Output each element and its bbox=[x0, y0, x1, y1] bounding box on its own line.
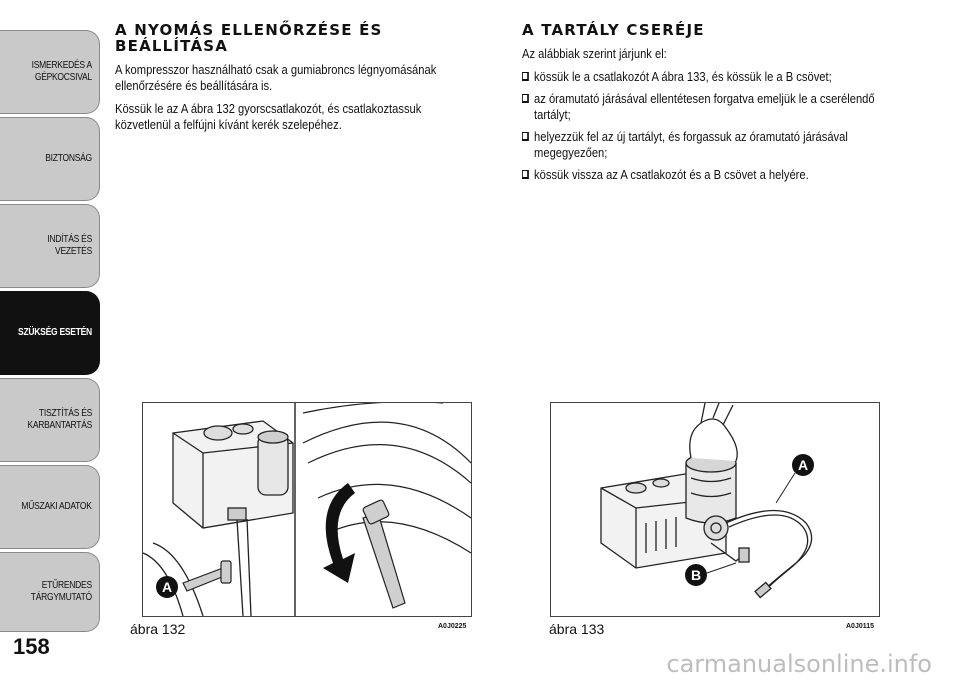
tab-label: MŰSZAKI ADATOK bbox=[21, 501, 92, 512]
callout-a-label: A bbox=[797, 457, 809, 473]
list-item bbox=[522, 167, 894, 183]
figure-code: A0J0225 bbox=[438, 623, 467, 630]
tab-szukseg-eseten[interactable] bbox=[0, 291, 100, 375]
tab-label: INDÍTÁS ÉS VEZETÉS bbox=[47, 234, 92, 257]
tab-label: ISMERKEDÉS A GÉPKOCSIVAL bbox=[31, 60, 92, 83]
tab-inditas[interactable] bbox=[0, 204, 100, 288]
checkbox-bullet-icon bbox=[522, 132, 529, 141]
paragraph: A kompresszor használható csak a gumiabroncs légnyomásának ellenőrzésére és beállítására is. bbox=[115, 62, 437, 93]
figure-caption: ábra 132 bbox=[130, 621, 186, 637]
list-item bbox=[522, 91, 894, 123]
intro-text: Az alábbiak szerint járjunk el: bbox=[522, 46, 667, 61]
step-text: kössük vissza az A csatlakozót és a B csövet a helyére. bbox=[534, 167, 809, 182]
section-pressure-check bbox=[115, 22, 475, 140]
paragraph: Kössük le az A ábra 132 gyorscsatlakozót, és csatlakoztassuk közvetlenül a felfújni kívánt kerék szelepéhez. bbox=[115, 101, 422, 132]
tab-muszaki-adatok[interactable] bbox=[0, 465, 100, 549]
tab-tisztitas[interactable] bbox=[0, 378, 100, 462]
watermark: carmanualsonline.info bbox=[666, 650, 932, 678]
checkbox-bullet-icon bbox=[522, 94, 529, 103]
tab-label: ETŰRENDES TÁRGYMUTATÓ bbox=[30, 580, 92, 603]
list-item bbox=[522, 129, 894, 161]
figure-caption: ábra 133 bbox=[549, 621, 605, 637]
tab-label: SZÜKSÉG ESETÉN bbox=[18, 327, 92, 338]
tab-label: TISZTÍTÁS ÉS KARBANTARTÁS bbox=[27, 408, 92, 431]
figure-code: A0J0115 bbox=[846, 623, 875, 630]
tab-biztonsag[interactable] bbox=[0, 117, 100, 201]
section-heading: A TARTÁLY CSERÉJE bbox=[522, 21, 705, 39]
step-text: helyezzük fel az új tartályt, és forgassuk az óramutató járásával megegyezően; bbox=[534, 129, 848, 160]
callout-b-label: B bbox=[690, 567, 702, 583]
tab-ismerkedes[interactable] bbox=[0, 30, 100, 114]
callout-a-label: A bbox=[161, 579, 173, 595]
tab-label: BIZTONSÁG bbox=[45, 153, 92, 164]
chapter-sidebar bbox=[0, 0, 102, 686]
list-item bbox=[522, 69, 894, 85]
step-list bbox=[522, 69, 902, 183]
checkbox-bullet-icon bbox=[522, 170, 529, 179]
step-text: az óramutató járásával ellentétesen forgatva emeljük le a cserélendő tartályt; bbox=[534, 91, 875, 122]
page-number: 158 bbox=[13, 634, 50, 659]
section-tank-replacement bbox=[522, 22, 902, 189]
figure-133 bbox=[549, 402, 880, 637]
compressor-valve-illustration bbox=[143, 403, 471, 616]
section-heading: A NYOMÁS ELLENŐRZÉSE ÉS BEÁLLÍTÁSA bbox=[115, 21, 383, 55]
figure-132 bbox=[130, 402, 472, 637]
tank-replacement-illustration bbox=[551, 403, 879, 616]
tab-targymutato[interactable] bbox=[0, 552, 100, 632]
step-text: kössük le a csatlakozót A ábra 133, és kössük le a B csövet; bbox=[534, 69, 832, 84]
checkbox-bullet-icon bbox=[522, 72, 529, 81]
